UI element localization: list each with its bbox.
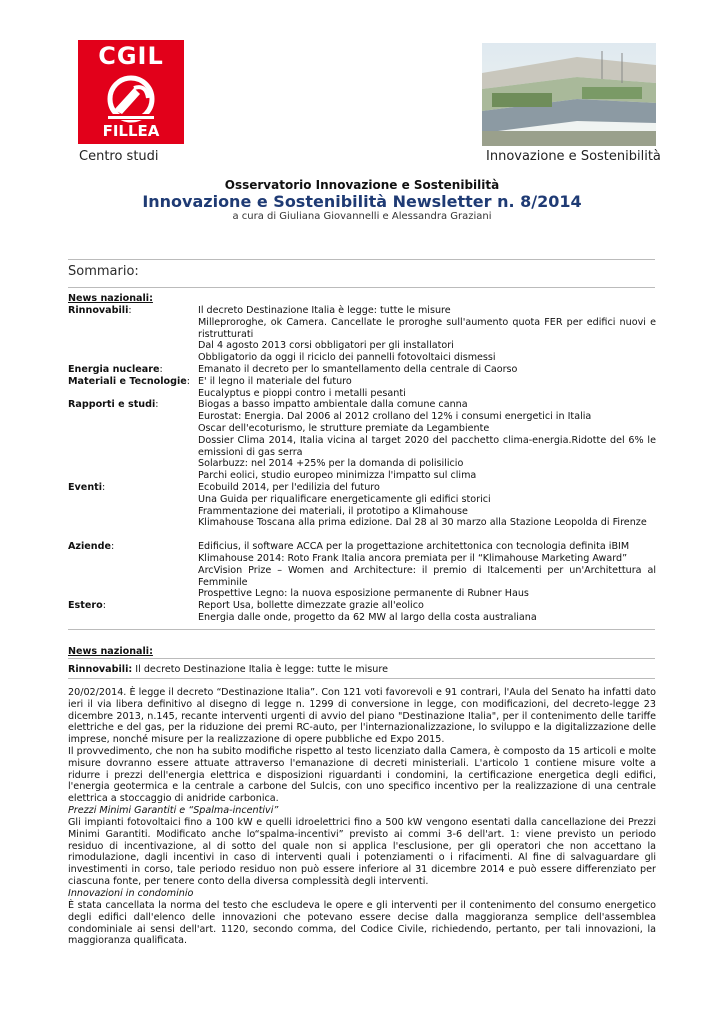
logo-top-text: CGIL (98, 42, 164, 70)
divider (68, 287, 655, 288)
left-caption: Centro studi (79, 149, 159, 164)
toc-category-sep: : (128, 305, 132, 316)
toc-category (68, 305, 132, 317)
article-paragraph: È stata cancellata la norma del testo che escludeva le opere e gli interventi per il contenimento del consumo energetico degli edifici dall'elenco delle innovazioni che potevano essere decise dalla maggioranza semplice dell'assemblea condominiale ai sensi dell'art. 1120, secondo comma, del Codice Civile, richiedendo, pertanto, per tali innovazioni, la maggioranza qualificata. (68, 900, 656, 947)
toc-item[interactable]: Edificius, il software ACCA per la progettazione architettonica con tecnologia definita iBIM (198, 541, 630, 552)
toc-item[interactable]: Emanato il decreto per lo smantellamento della centrale di Caorso (198, 364, 518, 375)
toc-item[interactable]: Ecobuild 2014, per l'edilizia del futuro (198, 482, 380, 493)
divider (68, 658, 655, 659)
toc-item[interactable]: Solarbuzz: nel 2014 +25% per la domanda di polisilicio (198, 458, 464, 469)
authors-line: a cura di Giuliana Giovannelli e Alessandra Graziani (232, 211, 492, 222)
toc-section-label: News nazionali: (68, 293, 153, 304)
toc-item[interactable]: E' il legno il materiale del futuro (198, 376, 352, 387)
right-caption: Innovazione e Sostenibilità (486, 149, 661, 164)
toc-item[interactable]: Biogas a basso impatto ambientale dalla comune canna (198, 399, 468, 410)
toc-category-sep: : (186, 376, 191, 387)
toc-category-sep: : (111, 541, 115, 552)
logo-emblem-icon (104, 74, 158, 124)
toc-item[interactable]: Obbligatorio da oggi il riciclo dei pannelli fotovoltaici dismessi (198, 352, 496, 363)
article-subheading: Innovazioni in condominio (68, 888, 194, 899)
toc-item[interactable]: Energia dalle onde, progetto da 62 MW al largo della costa australiana (198, 612, 537, 623)
divider (68, 259, 655, 260)
toc-item[interactable]: Eurostat: Energia. Dal 2006 al 2012 crollano del 12% i consumi energetici in Italia (198, 411, 592, 422)
toc-category (68, 376, 190, 388)
toc-category (68, 541, 114, 553)
article-category-label: Rinnovabili: (68, 664, 133, 675)
toc-item[interactable]: Report Usa, bollette dimezzate grazie all'eolico (198, 600, 424, 611)
toc-item[interactable]: Milleproroghe, ok Camera. Cancellate le proroghe sull'aumento quota FER per edifici nuovi e ristrutturati (198, 317, 656, 340)
article-section-label: News nazionali: (68, 646, 153, 657)
toc-item[interactable]: Il decreto Destinazione Italia è legge: tutte le misure (198, 305, 451, 316)
article-paragraph: 20/02/2014. È legge il decreto “Destinazione Italia”. Con 121 voti favorevoli e 91 contrari, l'Aula del Senato ha infatti dato ieri il via libera definitivo al disegno di legge n. 1299 di conversione in legge, con modificazioni, del decreto-legge 23 dicembre 2013, n.145, recante interventi urgenti di avvio del piano "Destinazione Italia", per il contenimento delle tariffe elettriche e del gas, per la riduzione dei premi RC-auto, per l'internazionalizzazione, lo sviluppo e la digitalizzazione delle imprese, nonché misure per la realizzazione di opere pubbliche ed Expo 2015. (68, 687, 656, 746)
toc-category (68, 482, 105, 494)
toc-category-label: Materiali e Tecnologie (68, 376, 187, 387)
toc-item[interactable]: Prospettive Legno: la nuova esposizione permanente di Rubner Haus (198, 588, 529, 599)
toc-category-label: Rapporti e studi (68, 399, 156, 410)
toc-item[interactable]: Klimahouse 2014: Roto Frank Italia ancora premiata per il “Klimahouse Marketing Award” (198, 553, 628, 564)
toc-category-sep: : (159, 364, 163, 375)
toc-category-label: Estero (68, 600, 103, 611)
toc-category-sep: : (155, 399, 159, 410)
divider (68, 678, 655, 679)
header-building-image (482, 43, 656, 146)
toc-item[interactable]: Una Guida per riqualificare energeticamente gli edifici storici (198, 494, 491, 505)
toc-item[interactable]: Klimahouse Toscana alla prima edizione. Dal 28 al 30 marzo alla Stazione Leopolda di Firenze (198, 517, 647, 528)
toc-category-sep: : (102, 482, 106, 493)
divider (68, 629, 655, 630)
article-paragraph: Gli impianti fotovoltaici fino a 100 kW e quelli idroelettrici fino a 500 kW vengono esentati dalla cancellazione dei Prezzi Minimi Garantiti. Modificato anche lo“spalma-incentivi” previsto ai commi 3-6 dell'art. 1: viene previsto un periodo residuo di incentivazione, al di sotto del quale non si applica l'esclusione, per gli operatori che non accettano la rimodulazione, dagli incentivi in caso di interventi quali i potenziamenti o i rifacimenti. Al fine di salvaguardare gli investimenti in corso, tale periodo residuo non può essere inferiore al 31 dicembre 2014 e può essere differenziato per ciascuna fonte, per tenere conto della diversa complessità degli interventi. (68, 817, 656, 887)
toc-category (68, 399, 159, 411)
article-paragraph: Il provvedimento, che non ha subito modifiche rispetto al testo licenziato dalla Camera, è composto da 15 articoli e molte misure dovranno essere attuate attraverso l'emanazione di decreti ministeriali. L'articolo 1 contiene misure volte a ridurre i prezzi dell'energia elettrica e disposizioni riguardanti i condomini, la certificazione energetica degli edifici, l'energia geotermica e la centrale a carbone del Sulcis, con uno specifico incentivo per la realizzazione di una centrale elettrica a stoccaggio di anidride carbonica. (68, 746, 656, 805)
logo-bottom-text: FILLEA (102, 122, 160, 140)
toc-item[interactable]: ArcVision Prize – Women and Architecture: il premio di Italcementi per un'Architettura al Femminile (198, 565, 656, 588)
article-headline: Il decreto Destinazione Italia è legge: tutte le misure (135, 664, 388, 675)
toc-category-label: Aziende (68, 541, 112, 552)
toc-item[interactable]: Eucalyptus e pioppi contro i metalli pesanti (198, 388, 406, 399)
toc-item[interactable]: Dossier Clima 2014, Italia vicina al target 2020 del pacchetto clima-energia.Ridotte del 6% le emissioni di gas serra (198, 435, 656, 458)
toc-item[interactable]: Parchi eolici, studio europeo minimizza l'impatto sul clima (198, 470, 477, 481)
toc-item[interactable]: Dal 4 agosto 2013 corsi obbligatori per gli installatori (198, 340, 454, 351)
newsletter-title: Innovazione e Sostenibilità Newsletter n. 8/2014 (142, 192, 582, 211)
article-subheading: Prezzi Minimi Garantiti e “Spalma-incentivi” (68, 805, 279, 816)
toc-category-label: Energia nucleare (68, 364, 160, 375)
observatory-heading: Osservatorio Innovazione e Sostenibilità (224, 178, 500, 192)
cgil-fillea-logo (78, 40, 184, 144)
toc-item[interactable]: Frammentazione dei materiali, il prototipo a Klimahouse (198, 506, 468, 517)
toc-item[interactable]: Oscar dell'ecoturismo, le strutture premiate da Legambiente (198, 423, 490, 434)
toc-category-label: Rinnovabili (68, 305, 129, 316)
sommario-heading: Sommario: (68, 264, 139, 279)
toc-category-sep: : (102, 600, 106, 611)
article-headline-line (68, 664, 388, 675)
toc-category-label: Eventi (68, 482, 103, 493)
toc-category (68, 364, 163, 376)
toc-category (68, 600, 106, 612)
